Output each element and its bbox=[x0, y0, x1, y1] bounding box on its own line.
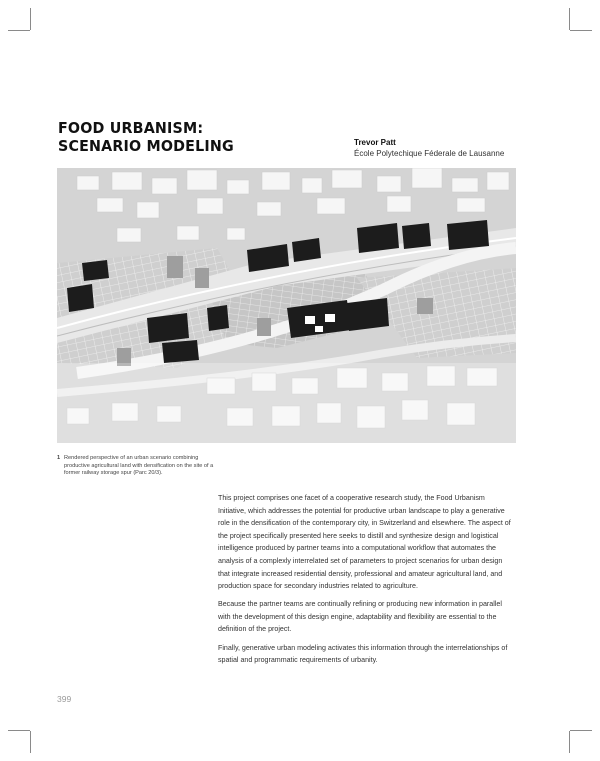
crop-mark-bottom-left-v bbox=[30, 731, 31, 753]
crop-mark-top-left-v bbox=[30, 8, 31, 30]
rendering-fade bbox=[57, 363, 516, 443]
body-text bbox=[218, 492, 514, 672]
body-paragraph-3: Finally, generative urban modeling activates this information through the interrelationships of spatial and programmatic requirements of urbanity. bbox=[218, 643, 508, 665]
article-title-line-1: FOOD URBANISM: bbox=[58, 119, 204, 137]
page-number: 399 bbox=[57, 694, 72, 704]
crop-mark-top-right-h bbox=[570, 30, 592, 31]
crop-mark-bottom-right-h bbox=[570, 730, 592, 731]
crop-mark-top-left-h bbox=[8, 30, 30, 31]
body-paragraph-2: Because the partner teams are continually refining or producing new information in parallel with the development of this design engine, adaptability and flexibility are essential to the definition of the project. bbox=[218, 600, 502, 634]
urban-scenario-rendering-svg bbox=[57, 168, 516, 443]
figure-caption-number: 1 bbox=[57, 455, 61, 461]
crop-mark-bottom-right-v bbox=[569, 731, 570, 753]
author-name: Trevor Patt bbox=[354, 138, 396, 147]
figure-caption bbox=[57, 455, 217, 478]
article-title bbox=[58, 119, 234, 155]
crop-mark-top-right-v bbox=[569, 8, 570, 30]
urban-scenario-rendering bbox=[57, 168, 516, 443]
crop-mark-bottom-left-h bbox=[8, 730, 30, 731]
article-title-line-2: SCENARIO MODELING bbox=[58, 137, 234, 155]
author-affiliation: École Polytechique Féderale de Lausanne bbox=[354, 149, 505, 158]
author-block bbox=[354, 137, 504, 159]
figure-caption-text: Rendered perspective of an urban scenario combining productive agricultural land with densification on the site of a former railway storage spur (Parc 20/3). bbox=[64, 455, 214, 477]
body-paragraph-1: This project comprises one facet of a cooperative research study, the Food Urbanism Initiative, which addresses the potential for productive urban landscape to play a generative role in the densification of the contemporary city, in Switzerland and elsewhere. The aspect of the project specifically presented here seeks to distill and synthesize design and logistical intelligence produced by partner teams into a computational workflow that automates the analysis of a complexly interrelated set of parameters to project scenarios for urban design that integrate increased residential density, professional and amateur agricultural land, and production space for secondary industries related to agriculture. bbox=[218, 494, 511, 591]
